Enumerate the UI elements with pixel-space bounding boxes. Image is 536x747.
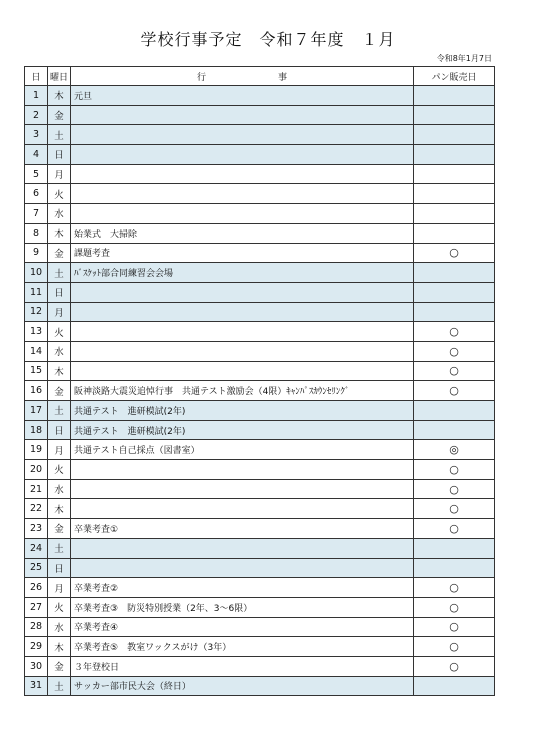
table-row — [25, 341, 495, 361]
event-cell: 卒業考査② — [71, 578, 414, 598]
weekday-cell: 金 — [48, 519, 71, 539]
table-row — [25, 302, 495, 322]
bread-sale-mark — [414, 420, 495, 440]
weekday-cell: 月 — [48, 440, 71, 460]
schedule-table — [24, 66, 495, 696]
event-cell: 共通テスト 進研模試(2年) — [71, 401, 414, 421]
day-cell: 3 — [25, 125, 48, 145]
event-cell — [71, 105, 414, 125]
table-row — [25, 86, 495, 106]
event-cell — [71, 538, 414, 558]
weekday-cell: 火 — [48, 322, 71, 342]
table-row — [25, 381, 495, 401]
day-cell: 30 — [25, 656, 48, 676]
event-cell: ﾊﾞｽｹｯﾄ部合同練習会会場 — [71, 263, 414, 283]
weekday-cell: 土 — [48, 263, 71, 283]
weekday-cell: 水 — [48, 341, 71, 361]
table-row — [25, 519, 495, 539]
bread-sale-mark: ○ — [414, 341, 495, 361]
table-row — [25, 578, 495, 598]
event-cell — [71, 125, 414, 145]
table-row — [25, 125, 495, 145]
event-cell — [71, 499, 414, 519]
bread-sale-mark — [414, 263, 495, 283]
day-cell: 20 — [25, 460, 48, 480]
event-cell — [71, 460, 414, 480]
day-cell: 10 — [25, 263, 48, 283]
bread-sale-mark — [414, 558, 495, 578]
event-cell — [71, 204, 414, 224]
table-row — [25, 676, 495, 696]
day-cell: 9 — [25, 243, 48, 263]
event-cell: 卒業考査③ 防災特別授業（2年、3～6限） — [71, 597, 414, 617]
weekday-cell: 日 — [48, 420, 71, 440]
weekday-cell: 土 — [48, 401, 71, 421]
weekday-cell: 金 — [48, 243, 71, 263]
weekday-cell: 水 — [48, 479, 71, 499]
weekday-cell: 日 — [48, 282, 71, 302]
bread-sale-mark: ○ — [414, 460, 495, 480]
table-row — [25, 105, 495, 125]
bread-sale-mark — [414, 223, 495, 243]
bread-sale-mark: ○ — [414, 381, 495, 401]
bread-sale-mark: ○ — [414, 578, 495, 598]
event-cell — [71, 322, 414, 342]
table-row — [25, 479, 495, 499]
weekday-cell: 水 — [48, 204, 71, 224]
table-header-row — [25, 67, 495, 86]
table-row — [25, 656, 495, 676]
event-cell: ３年登校日 — [71, 656, 414, 676]
table-row — [25, 617, 495, 637]
bread-sale-mark: ○ — [414, 479, 495, 499]
bread-sale-mark — [414, 302, 495, 322]
event-cell: 卒業考査⑤ 教室ワックスがけ（3年） — [71, 637, 414, 657]
day-cell: 1 — [25, 86, 48, 106]
weekday-cell: 月 — [48, 302, 71, 322]
weekday-cell: 木 — [48, 361, 71, 381]
event-cell: サッカー部市民大会（終日） — [71, 676, 414, 696]
bread-sale-mark — [414, 282, 495, 302]
weekday-cell: 月 — [48, 578, 71, 598]
day-cell: 12 — [25, 302, 48, 322]
weekday-cell: 金 — [48, 105, 71, 125]
bread-sale-mark — [414, 125, 495, 145]
day-cell: 15 — [25, 361, 48, 381]
day-cell: 28 — [25, 617, 48, 637]
day-cell: 14 — [25, 341, 48, 361]
table-row — [25, 223, 495, 243]
bread-sale-mark: ◎ — [414, 440, 495, 460]
day-cell: 22 — [25, 499, 48, 519]
bread-sale-mark: ○ — [414, 322, 495, 342]
table-row — [25, 184, 495, 204]
table-row — [25, 361, 495, 381]
day-cell: 31 — [25, 676, 48, 696]
event-cell: 阪神淡路大震災追悼行事 共通テスト激励会（4限）ｷｬﾝﾊﾟｽｶｳﾝｾﾘﾝｸﾞ — [71, 381, 414, 401]
day-cell: 16 — [25, 381, 48, 401]
weekday-cell: 木 — [48, 637, 71, 657]
day-cell: 17 — [25, 401, 48, 421]
event-cell — [71, 164, 414, 184]
event-cell: 卒業考査④ — [71, 617, 414, 637]
weekday-cell: 火 — [48, 597, 71, 617]
event-cell: 始業式 大掃除 — [71, 223, 414, 243]
bread-sale-mark — [414, 676, 495, 696]
weekday-cell: 木 — [48, 499, 71, 519]
weekday-cell: 火 — [48, 184, 71, 204]
bread-sale-mark: ○ — [414, 519, 495, 539]
column-header-pan: パン販売日 — [414, 67, 495, 86]
day-cell: 19 — [25, 440, 48, 460]
table-row — [25, 420, 495, 440]
bread-sale-mark — [414, 164, 495, 184]
day-cell: 27 — [25, 597, 48, 617]
bread-sale-mark — [414, 538, 495, 558]
bread-sale-mark: ○ — [414, 499, 495, 519]
event-cell — [71, 184, 414, 204]
weekday-cell: 土 — [48, 538, 71, 558]
table-row — [25, 597, 495, 617]
weekday-cell: 木 — [48, 86, 71, 106]
table-row — [25, 499, 495, 519]
weekday-cell: 土 — [48, 125, 71, 145]
day-cell: 8 — [25, 223, 48, 243]
bread-sale-mark: ○ — [414, 597, 495, 617]
day-cell: 29 — [25, 637, 48, 657]
event-cell: 共通テスト 進研模試(2年) — [71, 420, 414, 440]
bread-sale-mark: ○ — [414, 243, 495, 263]
event-cell: 元旦 — [71, 86, 414, 106]
table-row — [25, 637, 495, 657]
day-cell: 5 — [25, 164, 48, 184]
day-cell: 21 — [25, 479, 48, 499]
table-row — [25, 558, 495, 578]
day-cell: 23 — [25, 519, 48, 539]
bread-sale-mark: ○ — [414, 617, 495, 637]
event-cell: 共通テスト自己採点（図書室） — [71, 440, 414, 460]
column-header-event: 行 事 — [71, 67, 414, 86]
table-row — [25, 401, 495, 421]
column-header-day: 日 — [25, 67, 48, 86]
table-row — [25, 538, 495, 558]
bread-sale-mark — [414, 401, 495, 421]
day-cell: 24 — [25, 538, 48, 558]
table-row — [25, 322, 495, 342]
day-cell: 26 — [25, 578, 48, 598]
bread-sale-mark — [414, 145, 495, 165]
weekday-cell: 日 — [48, 558, 71, 578]
table-row — [25, 263, 495, 283]
weekday-cell: 金 — [48, 381, 71, 401]
event-cell — [71, 479, 414, 499]
bread-sale-mark: ○ — [414, 637, 495, 657]
weekday-cell: 水 — [48, 617, 71, 637]
day-cell: 7 — [25, 204, 48, 224]
bread-sale-mark — [414, 184, 495, 204]
table-row — [25, 145, 495, 165]
day-cell: 11 — [25, 282, 48, 302]
table-row — [25, 204, 495, 224]
bread-sale-mark — [414, 204, 495, 224]
column-header-dow: 曜日 — [48, 67, 71, 86]
issue-date: 令和8年1月7日 — [436, 54, 492, 63]
day-cell: 2 — [25, 105, 48, 125]
weekday-cell: 木 — [48, 223, 71, 243]
weekday-cell: 日 — [48, 145, 71, 165]
bread-sale-mark: ○ — [414, 656, 495, 676]
event-cell — [71, 361, 414, 381]
day-cell: 25 — [25, 558, 48, 578]
bread-sale-mark — [414, 105, 495, 125]
bread-sale-mark: ○ — [414, 361, 495, 381]
bread-sale-mark — [414, 86, 495, 106]
schedule-body — [25, 86, 495, 696]
event-cell — [71, 302, 414, 322]
weekday-cell: 金 — [48, 656, 71, 676]
table-row — [25, 460, 495, 480]
table-row — [25, 243, 495, 263]
day-cell: 13 — [25, 322, 48, 342]
event-cell: 卒業考査① — [71, 519, 414, 539]
day-cell: 6 — [25, 184, 48, 204]
table-row — [25, 164, 495, 184]
event-cell — [71, 341, 414, 361]
table-row — [25, 440, 495, 460]
weekday-cell: 火 — [48, 460, 71, 480]
event-cell — [71, 282, 414, 302]
day-cell: 4 — [25, 145, 48, 165]
day-cell: 18 — [25, 420, 48, 440]
table-row — [25, 282, 495, 302]
weekday-cell: 月 — [48, 164, 71, 184]
event-cell — [71, 558, 414, 578]
page-title: 学校行事予定 令和７年度 １月 — [140, 30, 396, 49]
event-cell — [71, 145, 414, 165]
event-cell: 課題考査 — [71, 243, 414, 263]
weekday-cell: 土 — [48, 676, 71, 696]
